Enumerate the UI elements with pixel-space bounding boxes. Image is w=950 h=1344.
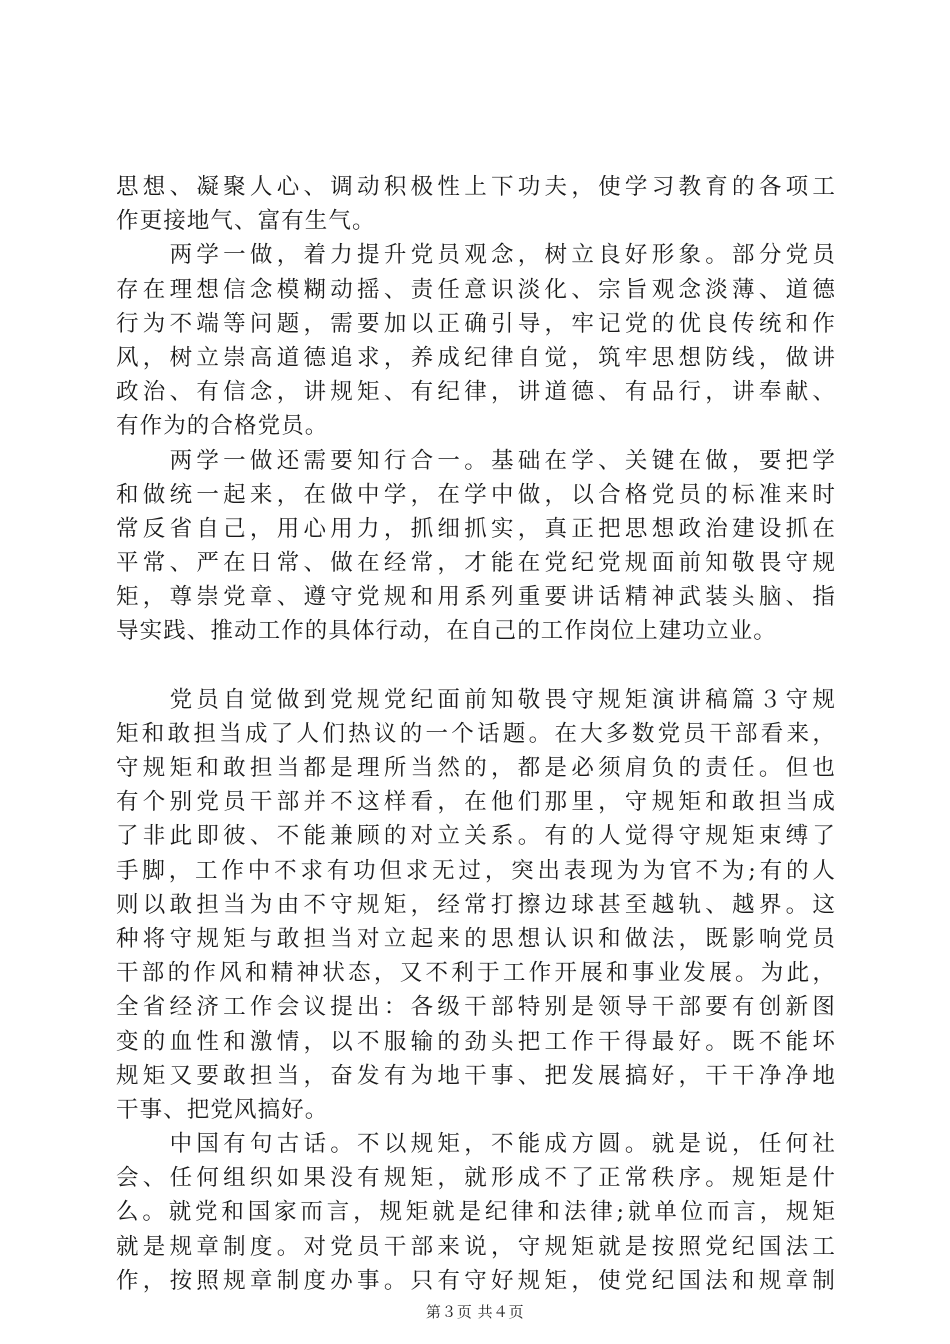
text-line: 会、任何组织如果没有规矩，就形成不了正常秩序。规矩是什 (116, 1165, 836, 1192)
text-line: 干部的作风和精神状态，又不利于工作开展和事业发展。为此， (116, 960, 836, 987)
text-line: 行为不端等问题，需要加以正确引导，牢记党的优良传统和作 (116, 310, 836, 337)
text-line: 党员自觉做到党规党纪面前知敬畏守规矩演讲稿篇３守规 (116, 686, 836, 713)
text-line: 作，按照规章制度办事。只有守好规矩，使党纪国法和规章制 (116, 1267, 836, 1294)
paragraph-gap (116, 649, 836, 683)
text-line: 风，树立崇高道德追求，养成纪律自觉，筑牢思想防线，做讲 (116, 344, 836, 371)
text-line: 了非此即彼、不能兼顾的对立关系。有的人觉得守规矩束缚了 (116, 823, 836, 850)
text-line: 和做统一起来，在做中学，在学中做，以合格党员的标准来时 (116, 481, 836, 508)
text-line: 有作为的合格党员。 (116, 413, 329, 440)
text-line: 全省经济工作会议提出：各级干部特别是领导干部要有创新图 (116, 994, 836, 1021)
text-line: 矩，尊崇党章、遵守党规和用系列重要讲话精神武装头脑、指 (116, 584, 836, 611)
text-line: 种将守规矩与敢担当对立起来的思想认识和做法，既影响党员 (116, 925, 836, 952)
text-line: 两学一做，着力提升党员观念，树立良好形象。部分党员 (116, 242, 836, 269)
text-line: 有个别党员干部并不这样看，在他们那里，守规矩和敢担当成 (116, 789, 836, 816)
text-line: 规矩又要敢担当，奋发有为地干事、把发展搞好，干干净净地 (116, 1062, 836, 1089)
text-line: 守规矩和敢担当都是理所当然的，都是必须肩负的责任。但也 (116, 755, 836, 781)
text-line: 存在理想信念模糊动摇、责任意识淡化、宗旨观念淡薄、道德 (116, 276, 836, 303)
paragraph-1 (116, 170, 836, 238)
text-line: 思想、凝聚人心、调动积极性上下功夫，使学习教育的各项工 (116, 174, 836, 200)
text-line: 作更接地气、富有生气。 (116, 208, 376, 235)
text-line: 平常、严在日常、做在经常，才能在党纪党规面前知敬畏守规 (116, 550, 836, 577)
text-line: 矩和敢担当成了人们热议的一个话题。在大多数党员干部看来， (116, 720, 836, 747)
paragraph-2 (116, 238, 836, 443)
text-line: 常反省自己，用心用力，抓细抓实，真正把思想政治建设抓在 (116, 515, 836, 542)
document-body (116, 170, 836, 1298)
text-line: 变的血性和激情，以不服输的劲头把工作干得最好。既不能坏 (116, 1028, 836, 1055)
text-line: 政治、有信念，讲规矩、有纪律，讲道德、有品行，讲奉献、 (116, 379, 836, 406)
text-line: 就是规章制度。对党员干部来说，守规矩就是按照党纪国法工 (116, 1233, 836, 1260)
text-line: 手脚，工作中不求有功但求无过，突出表现为为官不为;有的人 (116, 857, 836, 884)
text-line: 干事、把党风搞好。 (116, 1096, 329, 1123)
text-line: 导实践、推动工作的具体行动，在自己的工作岗位上建功立业。 (116, 618, 777, 645)
text-line: 两学一做还需要知行合一。基础在学、关键在做，要把学 (116, 447, 836, 474)
paragraph-5 (116, 1127, 836, 1298)
text-line: 则以敢担当为由不守规矩，经常打擦边球甚至越轨、越界。这 (116, 891, 836, 918)
page-number-footer: 第３页 共４页 (425, 1303, 525, 1321)
text-line: 么。就党和国家而言，规矩就是纪律和法律;就单位而言，规矩 (116, 1199, 836, 1226)
text-line: 中国有句古话。不以规矩，不能成方圆。就是说，任何社 (116, 1131, 836, 1158)
paragraph-4 (116, 683, 836, 1127)
paragraph-3 (116, 444, 836, 649)
